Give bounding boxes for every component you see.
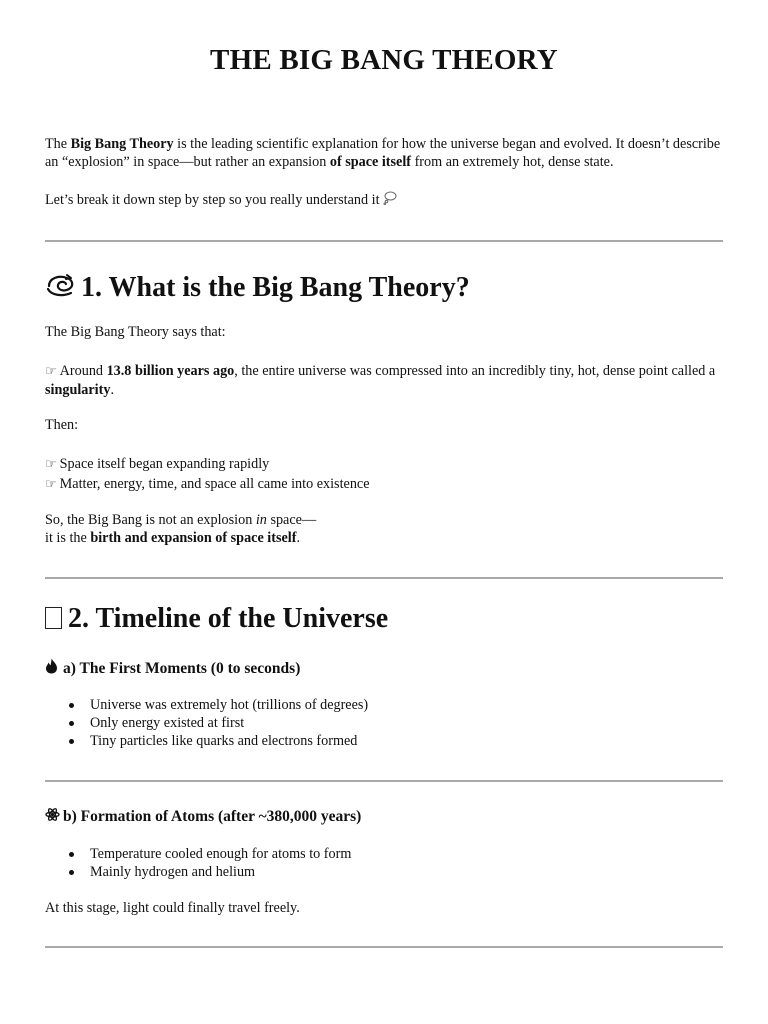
- section1-conclusion: So, the Big Bang is not an explosion in space— it is the birth and expansion of space itself.: [45, 512, 317, 546]
- section2-heading: 2. Timeline of the Universe: [45, 603, 723, 635]
- section2a-heading: a) The First Moments (0 to seconds): [45, 658, 723, 679]
- section2b-note: At this stage, light could finally travel freely.: [45, 900, 300, 916]
- pointing-hand-icon: ☞: [45, 457, 57, 472]
- intro-term: Big Bang Theory: [70, 136, 174, 152]
- section-divider: [45, 577, 723, 579]
- document-title: THE BIG BANG THEORY: [210, 44, 558, 76]
- list-item: Mainly hydrogen and helium: [45, 863, 723, 881]
- intro-paragraph: The Big Bang Theory is the leading scientific explanation for how the universe began and evolved. It doesn’t describe an “explosion” in space—but rather an expansion of space itself from an extremely hot, dense state.: [45, 136, 721, 170]
- pointing-hand-icon: ☞: [45, 477, 57, 492]
- atom-icon: [45, 807, 60, 827]
- bullet-icon: [69, 739, 74, 744]
- list-item: Tiny particles like quarks and electrons formed: [45, 732, 723, 750]
- list-item: Universe was extremely hot (trillions of degrees): [45, 696, 723, 714]
- bullet-icon: [69, 703, 74, 708]
- bullet-icon: [69, 721, 74, 726]
- missing-glyph-box-icon: [45, 607, 62, 629]
- flame-icon: [45, 658, 58, 679]
- section2a-list: [45, 696, 723, 750]
- list-item: Temperature cooled enough for atoms to form: [45, 845, 723, 863]
- section2b-heading: b) Formation of Atoms (after ~380,000 years): [45, 807, 723, 827]
- swirl-icon: [45, 272, 77, 306]
- bullet-icon: [69, 852, 74, 857]
- intro-emphasis: of space itself: [329, 154, 412, 170]
- section2b-list: [45, 845, 723, 881]
- section1-point1: ☞ Space itself began expanding rapidly: [45, 456, 270, 472]
- section-divider: [45, 780, 723, 782]
- section-divider: [45, 240, 723, 242]
- section1-around: ☞ Around 13.8 billion years ago, the entire universe was compressed into an incredibly tiny, hot, dense point called a singularity.: [45, 363, 716, 398]
- thought-bubble-icon: [383, 191, 397, 210]
- section1-then: Then:: [45, 417, 79, 433]
- bullet-icon: [69, 870, 74, 875]
- section-divider: [45, 946, 723, 948]
- list-item: Only energy existed at first: [45, 714, 723, 732]
- intro-break-down: Let’s break it down step by step so you really understand it: [45, 191, 723, 210]
- section1-says: The Big Bang Theory says that:: [45, 324, 226, 340]
- section1-heading: 1. What is the Big Bang Theory?: [45, 272, 723, 306]
- section1-point2: ☞ Matter, energy, time, and space all came into existence: [45, 476, 370, 492]
- pointing-hand-icon: ☞: [45, 364, 57, 379]
